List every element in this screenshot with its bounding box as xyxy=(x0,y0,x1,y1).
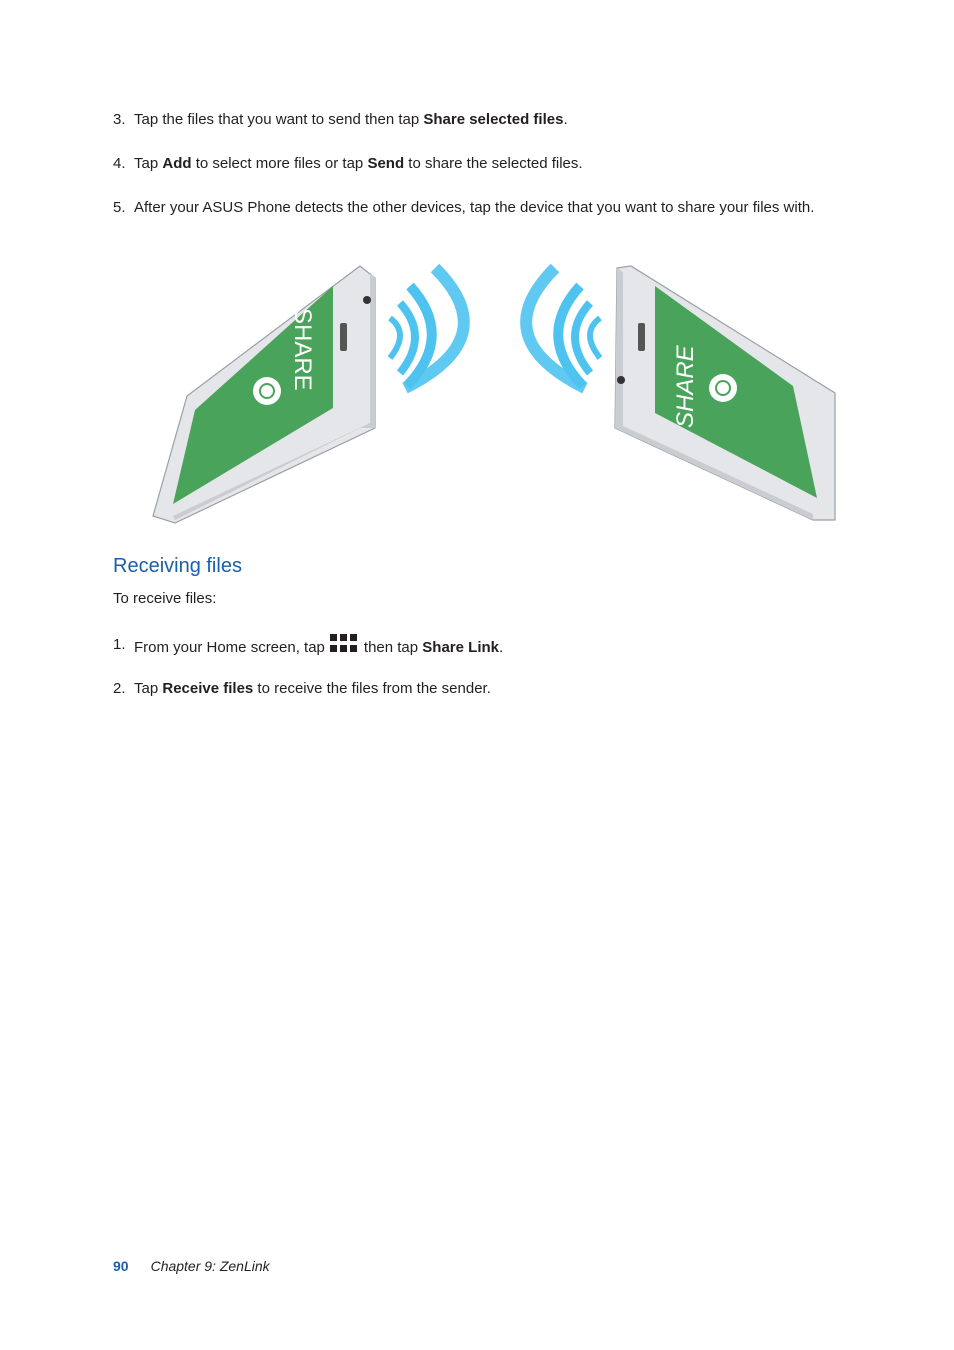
step-number: 3. xyxy=(113,111,126,128)
receive-step-1 xyxy=(113,634,853,658)
intro-text: To receive files: xyxy=(113,590,217,607)
step-number: 4. xyxy=(113,155,126,172)
step-text: From your Home screen, tap then tap Share Link. xyxy=(134,634,853,658)
left-phone xyxy=(153,266,375,523)
step-number: 2. xyxy=(113,680,126,697)
share-link-logo-icon xyxy=(253,377,281,405)
signal-waves xyxy=(390,268,600,388)
step-text: Tap the files that you want to send then tap Share selected files. xyxy=(134,111,568,128)
step-4 xyxy=(113,153,853,174)
step-3 xyxy=(113,109,853,130)
chapter-title: Chapter 9: ZenLink xyxy=(150,1258,270,1274)
left-screen-title: SHARE xyxy=(289,308,316,391)
right-phone xyxy=(615,266,835,520)
right-screen-title: SHARE xyxy=(672,345,699,428)
step-text: Tap Add to select more files or tap Send to share the selected files. xyxy=(134,155,583,172)
page-number: 90 xyxy=(113,1258,129,1274)
step-text: After your ASUS Phone detects the other devices, tap the device that you want to share your files with. xyxy=(134,199,815,216)
step-number: 5. xyxy=(113,199,126,216)
step-number: 1. xyxy=(113,636,126,653)
step-5 xyxy=(113,197,853,218)
receive-step-2 xyxy=(113,678,853,699)
step-text: Tap Receive files to receive the files from the sender. xyxy=(134,680,491,697)
share-link-illustration xyxy=(145,258,845,528)
section-heading: Receiving files xyxy=(113,555,242,577)
apps-grid-icon xyxy=(329,634,359,654)
page-footer xyxy=(113,1258,270,1274)
share-link-logo-icon xyxy=(709,374,737,402)
